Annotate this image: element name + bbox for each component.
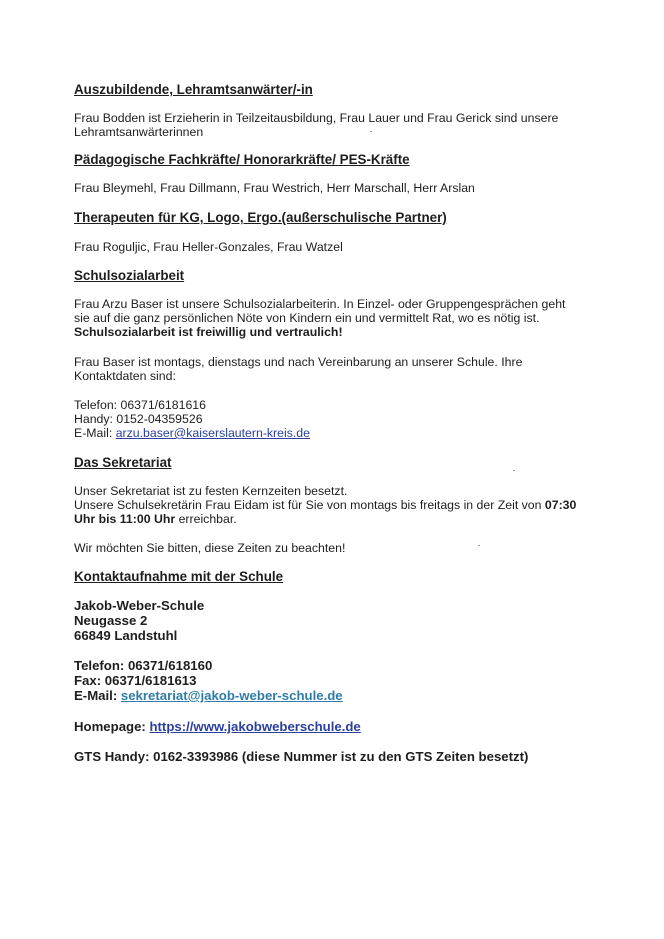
sekretariat-start-time: 07:30: [544, 498, 577, 512]
paed-text: Frau Bleymehl, Frau Dillmann, Frau Westrich, Herr Marschall, Herr Arslan: [74, 181, 475, 195]
sekretariat-line3: [74, 512, 237, 526]
heading-azubi: Auszubildende, Lehramtsanwärter/-in: [74, 82, 313, 97]
scan-speck: [513, 470, 515, 471]
sozial-p2-line1: Frau Baser ist montags, dienstags und nach Vereinbarung an unserer Schule. Ihre: [74, 355, 523, 369]
scan-speck: [370, 131, 372, 132]
kontakt-homepage-label: Homepage:: [74, 719, 150, 734]
kontakt-email-row: [74, 688, 343, 703]
sekretariat-line3-text: erreichbar.: [175, 512, 237, 526]
sozial-email-row: [74, 426, 310, 440]
scan-speck: [478, 545, 480, 546]
sozial-email-link[interactable]: arzu.baser@kaiserslautern-kreis.de: [115, 426, 310, 440]
sekretariat-line2-text: Unsere Schulsekretärin Frau Eidam ist für Sie von montags bis freitags in der Zeit von: [74, 498, 545, 512]
kontakt-homepage-row: [74, 719, 361, 734]
sozial-email-label: E-Mail:: [74, 426, 116, 440]
heading-schulsozialarbeit: Schulsozialarbeit: [74, 268, 185, 283]
kontakt-fax: Fax: 06371/6181613: [74, 673, 197, 688]
azubi-text-line2: Lehramtsanwärterinnen: [74, 125, 204, 139]
sozial-p1-line1: Frau Arzu Baser ist unsere Schulsozialarbeiterin. In Einzel- oder Gruppengesprächen geht: [74, 297, 566, 311]
sozial-mobile: Handy: 0152-04359526: [74, 412, 203, 426]
kontakt-street: Neugasse 2: [74, 613, 148, 628]
sozial-p1-bold: Schulsozialarbeit ist freiwillig und vertraulich!: [74, 325, 343, 339]
heading-sekretariat: Das Sekretariat: [74, 455, 172, 470]
kontakt-city: 66849 Landstuhl: [74, 628, 178, 643]
heading-paed: Pädagogische Fachkräfte/ Honorarkräfte/ PES-Kräfte: [74, 152, 410, 167]
heading-kontakt: Kontaktaufnahme mit der Schule: [74, 569, 284, 584]
kontakt-phone: Telefon: 06371/618160: [74, 658, 213, 673]
sozial-phone: Telefon: 06371/6181616: [74, 398, 206, 412]
kontakt-email-link[interactable]: sekretariat@jakob-weber-schule.de: [120, 688, 343, 703]
sozial-p1-line2: sie auf die ganz persönlichen Nöte von Kindern ein und vermittelt Rat, wo es nötig ist.: [74, 311, 540, 325]
sekretariat-end-time: Uhr bis 11:00 Uhr: [74, 512, 176, 526]
kontakt-school-name: Jakob-Weber-Schule: [74, 598, 205, 613]
kontakt-email-label: E-Mail:: [74, 688, 121, 703]
heading-therapeuten: Therapeuten für KG, Logo, Ergo.(außerschulische Partner): [74, 210, 447, 225]
sekretariat-line1: Unser Sekretariat ist zu festen Kernzeiten besetzt.: [74, 484, 348, 498]
sekretariat-line4: Wir möchten Sie bitten, diese Zeiten zu beachten!: [74, 541, 346, 555]
kontakt-gts-handy: GTS Handy: 0162-3393986 (diese Nummer ist zu den GTS Zeiten besetzt): [74, 749, 529, 764]
sekretariat-line2: [74, 498, 576, 512]
kontakt-homepage-link[interactable]: https://www.jakobweberschule.de: [149, 719, 361, 734]
therapeuten-text: Frau Roguljic, Frau Heller-Gonzales, Frau Watzel: [74, 240, 343, 254]
azubi-text-line1: Frau Bodden ist Erzieherin in Teilzeitausbildung, Frau Lauer und Frau Gerick sind unsere: [74, 111, 559, 125]
sozial-p2-line2: Kontaktdaten sind:: [74, 369, 176, 383]
